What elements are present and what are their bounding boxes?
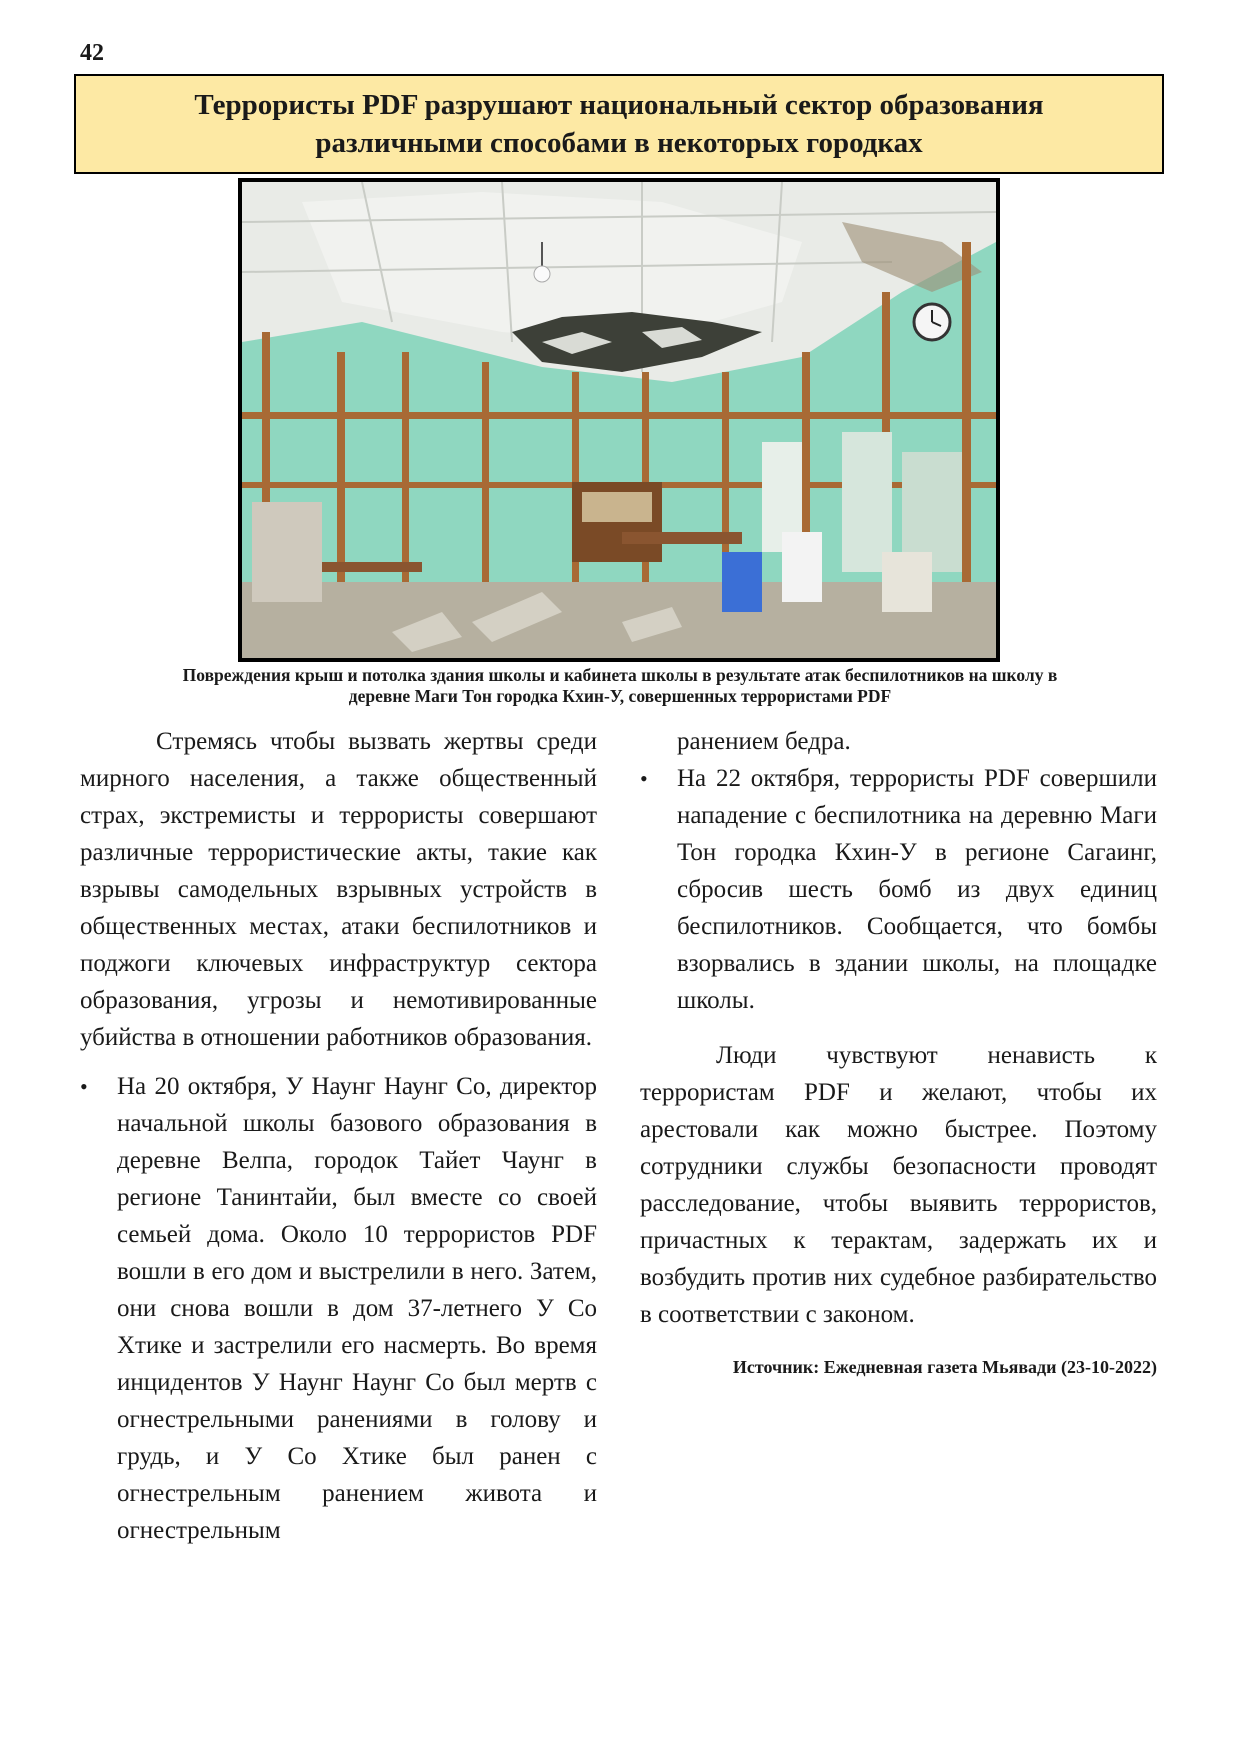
photo-caption [80,665,1160,707]
title-line-2: различными способами в некоторых городках [315,127,923,159]
source-citation: Источник: Ежедневная газета Мьявади (23-10-2022) [732,1357,1157,1377]
closing-paragraph: Люди чувствуют ненависть к террористам PDF и желают, чтобы их арестовали как можно быстрее. Поэтому сотрудники службы безопасности проводят расследование, чтобы выявить террористов, причастных к терактам, задержать их и возбудить против них судебное разбирательство в соответствии с законом. [640,1042,1157,1328]
damaged-classroom-photo [238,178,1000,662]
bullet-item-1-continued [640,723,1157,760]
left-column [80,723,597,1549]
bullet-icon: • [80,1074,88,1099]
intro-paragraph: Стремясь чтобы вызвать жертвы среди мирного населения, а также общественный страх, экстремисты и террористы совершают различные террористические акты, такие как взрывы самодельных взрывных устройств в общественных местах, атаки беспилотников и поджоги ключевых инфраструктур сектора образования, угрозы и немотивированные убийства в отношении работников образования. [80,728,597,1051]
classroom-illustration [242,182,996,658]
bullet-1-continued-text: ранением бедра. [677,728,851,755]
caption-line-1: Повреждения крыш и потолка здания школы и кабинета школы в результате атак беспилотников на школу в [182,665,1058,685]
caption-line-2: деревне Маги Тон городка Кхин-У, совершенных террористами PDF [348,686,892,706]
right-column [640,723,1157,1378]
bullet-2-text: На 22 октября, террористы PDF совершили нападение с беспилотника на деревню Маги Тон городка Кхин-У в регионе Сагаинг, сбросив шесть бомб из двух единиц беспилотников. Сообщается, что бомбы взорвались в здании школы, на площадке школы. [677,765,1157,1014]
bullet-item-1 [80,1068,597,1549]
title-box [74,74,1164,174]
title-line-1: Террористы PDF разрушают национальный сектор образования [194,89,1044,121]
page-number: 42 [80,40,104,66]
bullet-item-2 [640,760,1157,1019]
bullet-icon: • [640,766,648,791]
bullet-1-text: На 20 октября, У Наунг Наунг Со, директор начальной школы базового образования в деревне Велпа, городок Тайет Чаунг в регионе Танинтайи, был вместе со своей семьей дома. Около 10 террористов PDF вошли в его дом и выстрелили в него. Затем, они снова вошли в дом 37-летнего У Со Хтике и застрелили его насмерть. Во время инцидентов У Наунг Наунг Со был мертв с огнестрельными ранениями в голову и грудь, и У Со Хтике был ранен с огнестрельным ранением живота и огнестрельным [117,1073,597,1544]
